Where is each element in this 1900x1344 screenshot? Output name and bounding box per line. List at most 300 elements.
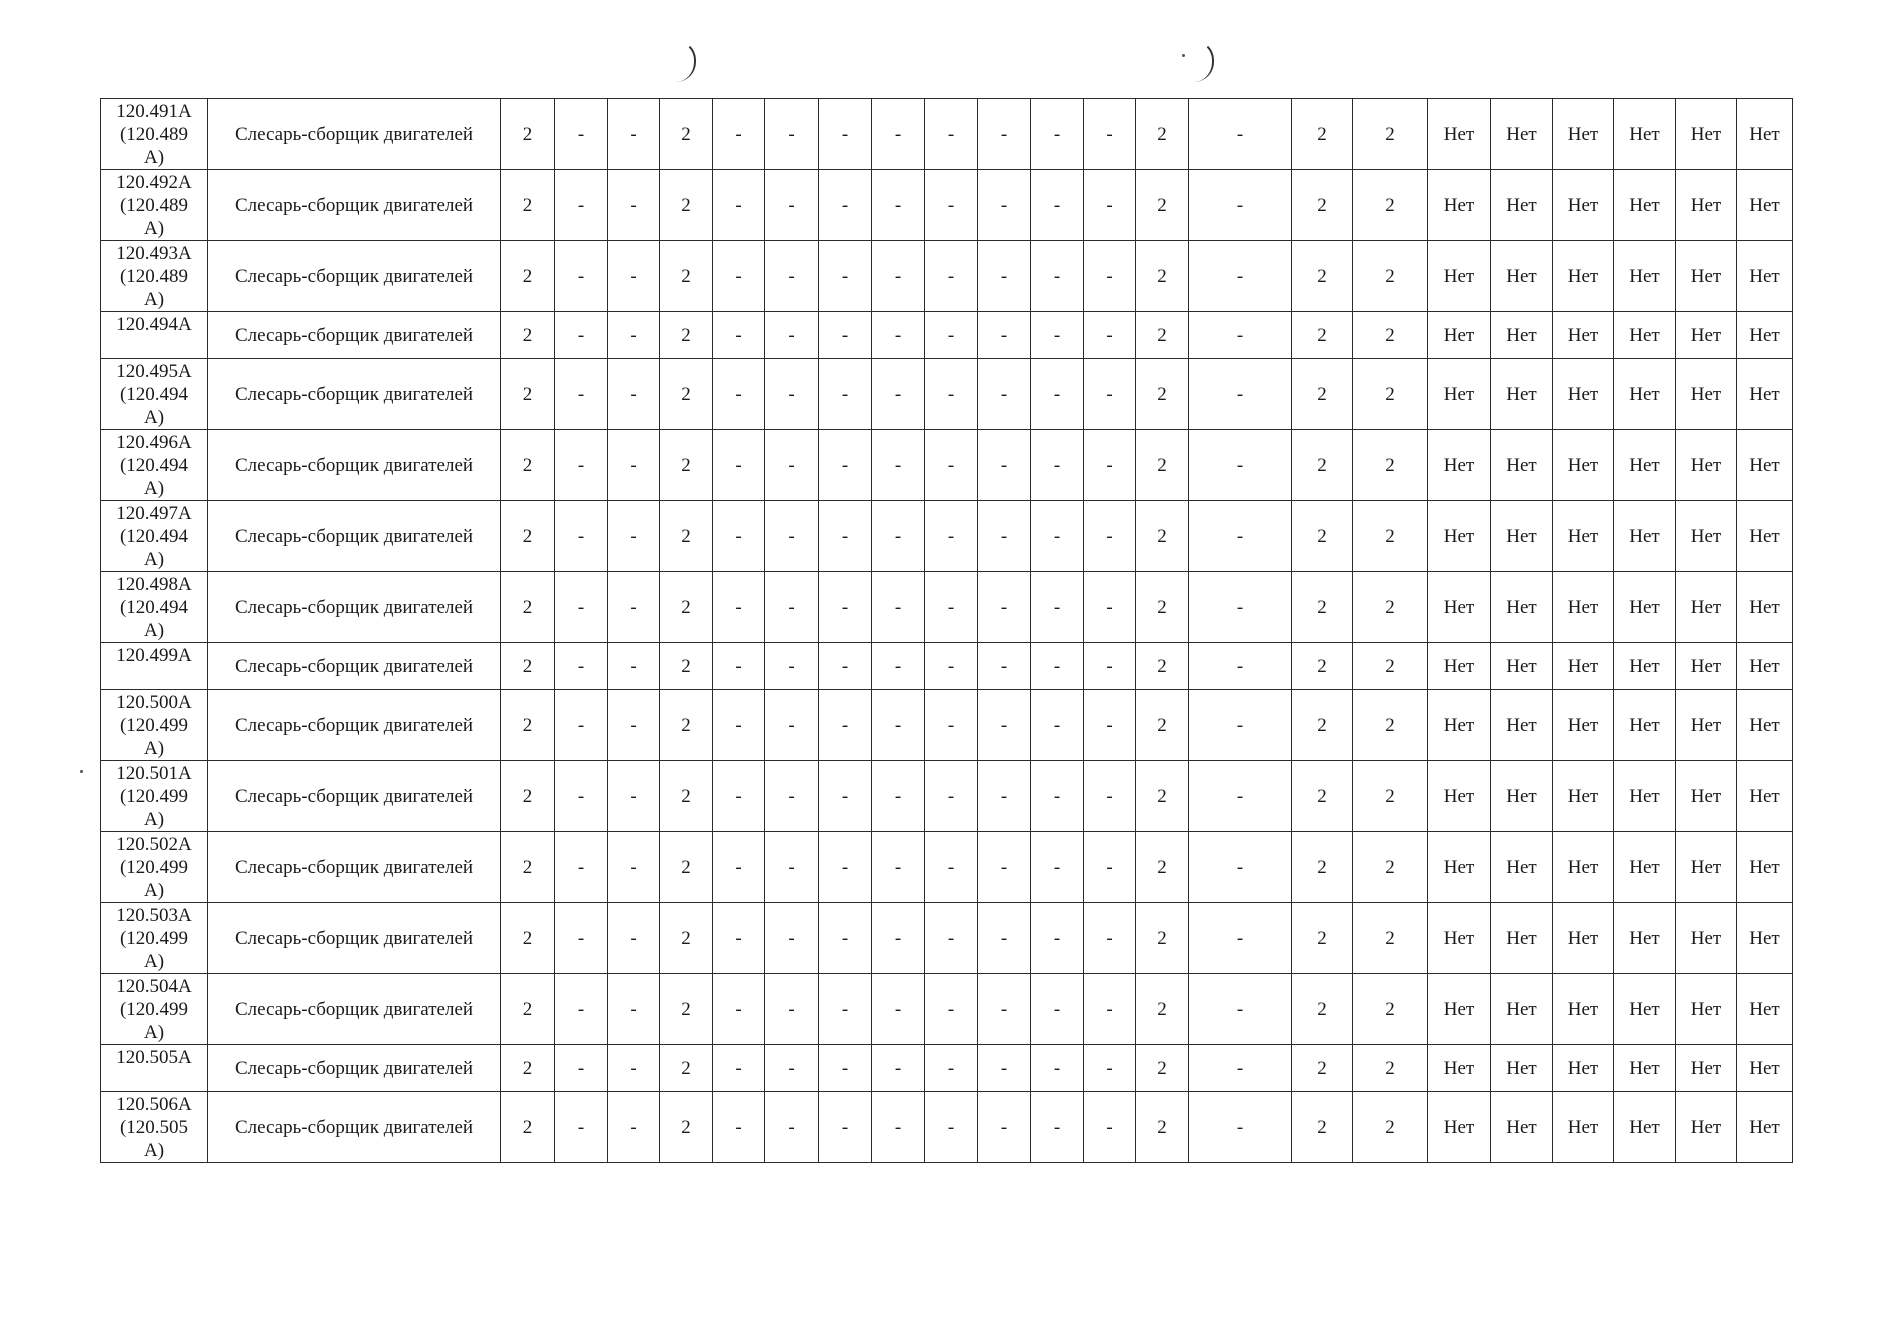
value-cell: - [608,170,660,241]
value-cell: 2 [1136,903,1189,974]
value-cell: Нет [1614,1092,1676,1163]
workplace-code-cell: 120.492А (120.489 А) [101,170,208,241]
value-cell: 2 [1136,359,1189,430]
value-cell: 2 [660,430,713,501]
value-cell: - [978,1092,1031,1163]
value-cell: Нет [1491,1045,1553,1092]
value-cell: - [608,903,660,974]
value-cell: - [555,643,608,690]
value-cell: Нет [1737,903,1793,974]
value-cell: Нет [1491,832,1553,903]
value-cell: 2 [1353,572,1428,643]
table-row [101,501,1793,572]
value-cell: - [1031,99,1084,170]
value-cell: - [1031,501,1084,572]
value-cell: Нет [1428,1092,1491,1163]
value-cell: - [925,241,978,312]
value-cell: - [765,974,819,1045]
value-cell: - [872,170,925,241]
value-cell: - [1031,359,1084,430]
value-cell: - [925,832,978,903]
value-cell: Нет [1614,690,1676,761]
value-cell: 2 [1292,690,1353,761]
value-cell: - [555,1092,608,1163]
value-cell: - [1084,643,1136,690]
value-cell: - [1189,974,1292,1045]
profession-cell: Слесарь-сборщик двигателей [208,99,501,170]
profession-cell: Слесарь-сборщик двигателей [208,643,501,690]
value-cell: 2 [1353,359,1428,430]
value-cell: - [819,1092,872,1163]
value-cell: Нет [1553,241,1614,312]
value-cell: 2 [501,572,555,643]
value-cell: - [872,761,925,832]
value-cell: - [713,1045,765,1092]
value-cell: Нет [1737,572,1793,643]
value-cell: - [819,359,872,430]
value-cell: - [872,430,925,501]
profession-cell: Слесарь-сборщик двигателей [208,761,501,832]
value-cell: - [555,99,608,170]
value-cell: 2 [1353,1045,1428,1092]
value-cell: Нет [1737,170,1793,241]
table-row [101,1045,1793,1092]
value-cell: 2 [660,170,713,241]
value-cell: - [872,832,925,903]
value-cell: - [1189,903,1292,974]
value-cell: - [978,99,1031,170]
value-cell: Нет [1428,572,1491,643]
value-cell: Нет [1553,903,1614,974]
value-cell: - [1031,643,1084,690]
scan-speck [80,770,83,773]
value-cell: Нет [1676,1045,1737,1092]
value-cell: - [978,312,1031,359]
value-cell: - [925,430,978,501]
table-row [101,974,1793,1045]
value-cell: - [872,690,925,761]
value-cell: - [1084,832,1136,903]
value-cell: - [1189,430,1292,501]
value-cell: 2 [1136,501,1189,572]
workplace-code-cell: 120.500А (120.499 А) [101,690,208,761]
value-cell: - [1189,312,1292,359]
profession-cell: Слесарь-сборщик двигателей [208,170,501,241]
value-cell: Нет [1737,430,1793,501]
value-cell: Нет [1676,359,1737,430]
value-cell: 2 [660,1092,713,1163]
value-cell: - [608,1092,660,1163]
value-cell: - [1084,572,1136,643]
value-cell: - [978,974,1031,1045]
value-cell: 2 [1136,312,1189,359]
value-cell: - [1189,1045,1292,1092]
value-cell: - [1084,1092,1136,1163]
value-cell: - [819,761,872,832]
profession-cell: Слесарь-сборщик двигателей [208,1092,501,1163]
value-cell: - [765,501,819,572]
value-cell: - [978,430,1031,501]
value-cell: - [1031,761,1084,832]
value-cell: Нет [1553,359,1614,430]
value-cell: - [555,359,608,430]
value-cell: Нет [1428,903,1491,974]
value-cell: 2 [1136,690,1189,761]
value-cell: - [819,312,872,359]
value-cell: - [978,1045,1031,1092]
value-cell: 2 [660,1045,713,1092]
value-cell: Нет [1614,430,1676,501]
value-cell: 2 [1136,99,1189,170]
value-cell: - [765,643,819,690]
value-cell: 2 [660,312,713,359]
value-cell: 2 [1292,832,1353,903]
value-cell: - [1084,312,1136,359]
value-cell: - [765,312,819,359]
value-cell: - [1031,1045,1084,1092]
value-cell: - [765,690,819,761]
value-cell: Нет [1614,1045,1676,1092]
value-cell: - [1084,241,1136,312]
value-cell: - [555,974,608,1045]
value-cell: - [765,832,819,903]
value-cell: 2 [1353,312,1428,359]
value-cell: - [872,1092,925,1163]
value-cell: - [1031,312,1084,359]
value-cell: - [1189,501,1292,572]
value-cell: 2 [1353,974,1428,1045]
value-cell: Нет [1491,430,1553,501]
value-cell: 2 [501,312,555,359]
value-cell: - [819,643,872,690]
value-cell: - [819,690,872,761]
value-cell: - [925,643,978,690]
value-cell: Нет [1553,430,1614,501]
value-cell: - [1084,761,1136,832]
value-cell: Нет [1676,974,1737,1045]
value-cell: - [1189,572,1292,643]
workplace-code-cell: 120.505А [101,1045,208,1092]
value-cell: - [872,359,925,430]
value-cell: 2 [1136,1092,1189,1163]
value-cell: - [713,974,765,1045]
profession-cell: Слесарь-сборщик двигателей [208,312,501,359]
value-cell: - [765,241,819,312]
value-cell: 2 [501,430,555,501]
value-cell: 2 [660,359,713,430]
value-cell: 2 [1292,99,1353,170]
value-cell: - [978,359,1031,430]
value-cell: - [608,99,660,170]
value-cell: Нет [1614,903,1676,974]
value-cell: - [819,572,872,643]
value-cell: - [713,170,765,241]
value-cell: - [872,974,925,1045]
value-cell: - [872,643,925,690]
value-cell: Нет [1676,690,1737,761]
value-cell: 2 [1292,761,1353,832]
table-row [101,312,1793,359]
value-cell: - [1189,241,1292,312]
value-cell: 2 [1136,761,1189,832]
value-cell: 2 [501,1092,555,1163]
value-cell: 2 [1136,572,1189,643]
value-cell: - [978,761,1031,832]
value-cell: - [1031,241,1084,312]
value-cell: 2 [501,643,555,690]
value-cell: Нет [1491,501,1553,572]
value-cell: - [925,1045,978,1092]
value-cell: - [925,501,978,572]
profession-cell: Слесарь-сборщик двигателей [208,359,501,430]
value-cell: Нет [1491,643,1553,690]
value-cell: - [872,1045,925,1092]
value-cell: - [1189,832,1292,903]
value-cell: Нет [1553,761,1614,832]
workplace-code-cell: 120.502А (120.499 А) [101,832,208,903]
table-row [101,241,1793,312]
value-cell: Нет [1553,643,1614,690]
value-cell: Нет [1614,99,1676,170]
value-cell: Нет [1491,241,1553,312]
value-cell: - [713,690,765,761]
value-cell: - [713,761,765,832]
value-cell: Нет [1553,501,1614,572]
value-cell: - [819,430,872,501]
value-cell: Нет [1428,359,1491,430]
value-cell: Нет [1614,241,1676,312]
value-cell: 2 [501,1045,555,1092]
value-cell: Нет [1428,690,1491,761]
value-cell: - [1084,690,1136,761]
value-cell: - [1031,170,1084,241]
value-cell: - [713,572,765,643]
value-cell: - [872,241,925,312]
value-cell: 2 [1136,241,1189,312]
value-cell: - [713,643,765,690]
value-cell: - [713,1092,765,1163]
value-cell: Нет [1614,170,1676,241]
value-cell: - [819,1045,872,1092]
value-cell: - [819,170,872,241]
value-cell: Нет [1737,99,1793,170]
value-cell: - [1031,572,1084,643]
value-cell: - [978,241,1031,312]
scan-speck [1182,54,1185,57]
value-cell: Нет [1614,974,1676,1045]
value-cell: 2 [1292,572,1353,643]
value-cell: Нет [1428,974,1491,1045]
value-cell: - [872,312,925,359]
value-cell: Нет [1428,99,1491,170]
value-cell: - [872,903,925,974]
value-cell: - [1084,903,1136,974]
value-cell: - [1084,1045,1136,1092]
value-cell: - [765,170,819,241]
workplace-code-cell: 120.499А [101,643,208,690]
value-cell: 2 [660,903,713,974]
value-cell: Нет [1491,690,1553,761]
value-cell: 2 [1292,643,1353,690]
table-row [101,170,1793,241]
value-cell: Нет [1676,241,1737,312]
profession-cell: Слесарь-сборщик двигателей [208,903,501,974]
value-cell: 2 [501,99,555,170]
value-cell: Нет [1614,832,1676,903]
value-cell: - [925,572,978,643]
value-cell: Нет [1614,312,1676,359]
value-cell: - [1189,761,1292,832]
value-cell: - [608,690,660,761]
value-cell: - [713,359,765,430]
value-cell: 2 [1292,170,1353,241]
value-cell: Нет [1553,572,1614,643]
value-cell: - [555,170,608,241]
value-cell: 2 [501,359,555,430]
value-cell: - [978,903,1031,974]
value-cell: Нет [1553,690,1614,761]
value-cell: Нет [1676,501,1737,572]
value-cell: - [765,903,819,974]
value-cell: 2 [1292,430,1353,501]
value-cell: - [872,99,925,170]
value-cell: 2 [1353,241,1428,312]
table-row [101,99,1793,170]
value-cell: Нет [1428,430,1491,501]
value-cell: 2 [1353,99,1428,170]
value-cell: Нет [1676,643,1737,690]
value-cell: - [819,241,872,312]
value-cell: - [713,832,765,903]
value-cell: 2 [501,832,555,903]
value-cell: - [925,690,978,761]
value-cell: 2 [501,501,555,572]
value-cell: 2 [1136,643,1189,690]
value-cell: - [1189,170,1292,241]
value-cell: - [1031,903,1084,974]
value-cell: Нет [1553,832,1614,903]
value-cell: Нет [1614,761,1676,832]
value-cell: 2 [660,241,713,312]
value-cell: Нет [1676,170,1737,241]
value-cell: - [1189,359,1292,430]
value-cell: Нет [1676,572,1737,643]
value-cell: - [872,572,925,643]
value-cell: Нет [1676,99,1737,170]
value-cell: - [978,572,1031,643]
value-cell: - [555,241,608,312]
value-cell: - [608,312,660,359]
value-cell: - [1031,1092,1084,1163]
value-cell: 2 [1136,832,1189,903]
value-cell: Нет [1553,170,1614,241]
value-cell: Нет [1737,501,1793,572]
value-cell: - [978,690,1031,761]
value-cell: - [925,359,978,430]
table-row [101,1092,1793,1163]
value-cell: - [1084,170,1136,241]
value-cell: - [925,761,978,832]
value-cell: 2 [660,501,713,572]
table-row [101,430,1793,501]
value-cell: 2 [1136,430,1189,501]
value-cell: Нет [1737,643,1793,690]
value-cell: Нет [1737,312,1793,359]
value-cell: - [1189,690,1292,761]
value-cell: Нет [1737,761,1793,832]
workplace-code-cell: 120.494А [101,312,208,359]
table-row [101,643,1793,690]
value-cell: Нет [1737,974,1793,1045]
value-cell: 2 [1136,1045,1189,1092]
value-cell: Нет [1614,359,1676,430]
value-cell: Нет [1553,312,1614,359]
value-cell: Нет [1737,690,1793,761]
profession-cell: Слесарь-сборщик двигателей [208,832,501,903]
value-cell: Нет [1676,312,1737,359]
value-cell: 2 [501,241,555,312]
value-cell: 2 [1292,1092,1353,1163]
value-cell: Нет [1428,241,1491,312]
value-cell: 2 [501,690,555,761]
value-cell: Нет [1491,572,1553,643]
value-cell: 2 [1353,430,1428,501]
value-cell: - [608,430,660,501]
value-cell: Нет [1428,1045,1491,1092]
table-row [101,761,1793,832]
value-cell: - [713,241,765,312]
value-cell: - [608,1045,660,1092]
value-cell: 2 [1292,359,1353,430]
value-cell: Нет [1428,643,1491,690]
value-cell: - [608,359,660,430]
value-cell: - [555,572,608,643]
workplace-code-cell: 120.503А (120.499 А) [101,903,208,974]
value-cell: - [1189,643,1292,690]
value-cell: - [608,832,660,903]
value-cell: Нет [1491,99,1553,170]
value-cell: - [978,170,1031,241]
value-cell: - [819,832,872,903]
value-cell: - [925,312,978,359]
value-cell: 2 [1353,690,1428,761]
value-cell: Нет [1676,430,1737,501]
punch-hole-mark-left [672,40,696,82]
value-cell: Нет [1737,832,1793,903]
value-cell: 2 [1353,501,1428,572]
value-cell: Нет [1676,832,1737,903]
value-cell: Нет [1491,761,1553,832]
value-cell: 2 [1353,170,1428,241]
value-cell: 2 [1292,1045,1353,1092]
value-cell: - [555,690,608,761]
value-cell: Нет [1491,974,1553,1045]
value-cell: Нет [1491,359,1553,430]
value-cell: Нет [1737,359,1793,430]
value-cell: - [608,643,660,690]
value-cell: - [872,501,925,572]
value-cell: Нет [1428,832,1491,903]
value-cell: - [765,1092,819,1163]
value-cell: - [713,430,765,501]
table-row [101,832,1793,903]
workplace-code-cell: 120.491А (120.489 А) [101,99,208,170]
value-cell: 2 [1353,1092,1428,1163]
value-cell: - [765,572,819,643]
workplace-code-cell: 120.496А (120.494 А) [101,430,208,501]
workplace-code-cell: 120.506А (120.505 А) [101,1092,208,1163]
value-cell: Нет [1428,761,1491,832]
